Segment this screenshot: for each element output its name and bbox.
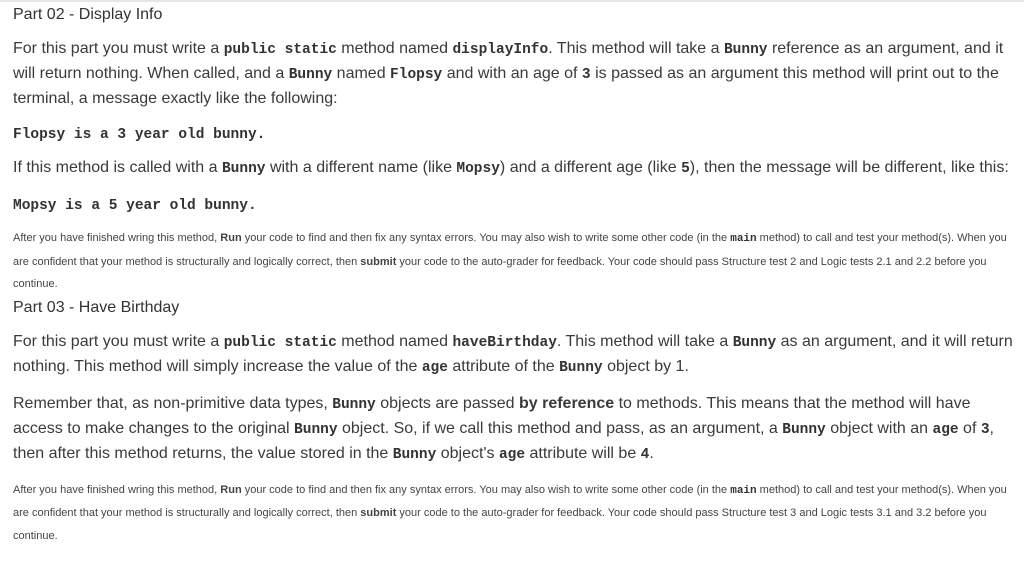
part3-heading: Part 03 - Have Birthday [13,298,180,316]
assignment-content [13,5,1013,547]
part2-heading: Part 02 - Display Info [13,6,163,23]
part3-note: After you have finished wring this method, Run your code to find and then fix any syntax errors. You may also wish to write some other code (in the main method) to call and test your method(s). When you are confident that your method is structurally and logically correct, then submit your code to the auto-grader for feedback. Your code should pass Structure test 3 and Logic tests 3.1 and 3.2 before you continue. [13,483,1007,542]
code-example-flopsy: Flopsy is a 3 year old bunny. [13,127,266,143]
code-example-mopsy: Mopsy is a 5 year old bunny. [13,198,257,214]
part3-paragraph-1: For this part you must write a public static method named haveBirthday. This method will take a Bunny as an argument, and it will return nothing. This method will simply increase the value of the age attribute of the Bunny object by 1. [13,332,1013,376]
part3-paragraph-2: Remember that, as non-primitive data types, Bunny objects are passed by reference to methods. This means that the method will have access to make changes to the original Bunny object. So, if we call this method and pass, as an argument, a Bunny object with an age of 3, then after this method returns, the value stored in the Bunny object's age attribute will be 4. [13,394,994,463]
part2-paragraph-1: For this part you must write a public static method named displayInfo. This method will take a Bunny reference as an argument, and it will return nothing. When called, and a Bunny named Flopsy and with an age of 3 is passed as an argument this method will print out to the terminal, a message exactly like the following: [13,40,1004,107]
top-divider [0,0,1024,2]
part2-paragraph-2: If this method is called with a Bunny with a different name (like Mopsy) and a different age (like 5), then the message will be different, like this: [13,159,1009,177]
part2-note: After you have finished wring this method, Run your code to find and then fix any syntax errors. You may also wish to write some other code (in the main method) to call and test your method(s). When you are confident that your method is structurally and logically correct, then submit your code to the auto-grader for feedback. Your code should pass Structure test 2 and Logic tests 2.1 and 2.2 before you continue. [13,232,1007,290]
